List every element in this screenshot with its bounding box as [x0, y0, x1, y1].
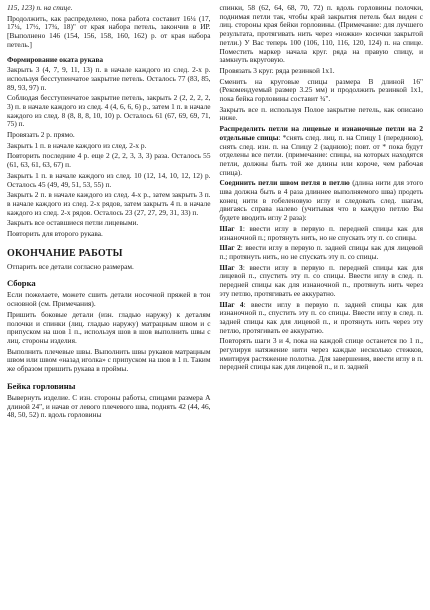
right-intro-paragraph: Сменить на круговые спицы размера В длиной 16" (Рекомендуемый размер 3.25 мм) и продолжить резинкой 1х1, пока бейка горловины составит ¾".: [219, 76, 423, 104]
right-intro-paragraph: Провязать 3 круг. ряда резинкой 1х1.: [219, 65, 335, 75]
step-text: : ввести иглу в первую п. задней спицы как для изнаночной п., спустить эту п. со спицы. Ввести иглу в след. п. задней спицы как для лицевой п., и протянуть нить через эту петлю, протягивать ее аккуратно.: [219, 299, 423, 335]
right-intro-paragraph: спинки, 58 (62, 64, 68, 70, 72) п. вдоль горловины полочки, поднимая петли так, чтобы край закрытия петель был виден с лиц. стороны края бейки горловины. (Примечание: для лучшего результата, протягивать нить через «ножки» косички закрытой петли.) У Вас теперь 100 (106, 110, 116, 120, 124) п. на спице. Поместить маркер начала круг. ряда на правую спицу, и замкнуть вкруговую.: [219, 3, 423, 65]
intro-text-run: Продолжить, как распределено, пока работа составит 16¼ (17, 17¼, 17½, 17¾, 18)" от края набора петель, закончив в ИР. [Выполнено 146 (154, 156, 158, 160, 162) р. от края набора петель.]: [7, 13, 211, 49]
sleeve-cap-paragraph: Закрыть 3 (4, 7, 9, 11, 13) п. в начале каждого из след. 2-х р. используя бесступенчатое закрытие петель. Осталось 77 (83, 85, 89, 93, 97) п.: [7, 65, 211, 92]
step-paragraph: [220, 244, 424, 261]
step-text: : ввести иглу в первую п. передней спицы как для лицевой п., спустить эту п. со спицы. Ввести иглу в след. п. передней спицы как для изнаночной п., протянуть нить через эту петлю, протягивать ее аккуратно.: [219, 262, 423, 298]
step-label: Шаг 1: [219, 223, 243, 233]
intro-paragraph: [7, 15, 211, 50]
step-text: : ввести иглу в первую п. задней спицы как для лицевой п.; протянуть нить, но не спускать эту п. со спицы.: [219, 243, 423, 261]
finishing-paragraph: Отпарить все детали согласно размерам.: [7, 261, 134, 271]
sleeve-cap-paragraph: Повторить последние 4 р. еще 2 (2, 2, 3, 3, 3) раза. Осталось 55 (61, 63, 61, 63, 67) п.: [7, 151, 211, 170]
section-heading-finishing: ОКОНЧАНИЕ РАБОТЫ: [7, 247, 123, 259]
distribute-heading: Распределить петли на лицевые и изнаночные петли на 2 отдельные спицы: [219, 124, 423, 142]
join-text: (длина нити для этого шва должна быть в 4 раза длиннее выполняемого шва) продеть конец нити в гобеленовую иглу и следовать след. шагам, двигаясь справа налево (учитывая что в каждую петлю Вы будете вводить иглу 2 раза):: [219, 178, 423, 223]
assembly-paragraph: Пришить боковые детали (изн. гладью наружу) к деталям полочки и спинки (лиц. гладью наружу) матрацным швом и с припуском на шов 1 п., используя шов в шов выполнить швы с лиц. стороны изделия.: [7, 309, 211, 345]
step-label: Шаг 4: [219, 299, 244, 309]
step-paragraph: [220, 264, 424, 299]
intro-text-run: 115, 123) п. на спице.: [7, 3, 73, 12]
step-text: : ввести иглу в первую п. передней спицы как для изнаночной п.; протянуть нить, но не спускать эту п. со спицы.: [219, 223, 423, 242]
assembly-paragraph: Если пожелаете, можете сшить детали носочной пряжей в тон основной (см. Примечания).: [7, 290, 211, 309]
left-column: [7, 4, 211, 610]
right-intro: [220, 4, 424, 123]
assembly-paragraph: Выполнить плечевые швы. Выполнить швы рукавов матрацным швом или швом «назад иголка» с припуском на шов в 1 п. Таким же образом пришить рукава в проймы.: [7, 346, 211, 374]
sleeve-cap-paragraph: Закрыть 1 п. в начале каждого из след. 10 (12, 14, 10, 12, 12) р. Осталось 45 (49, 49, 51, 53, 55) п.: [7, 170, 211, 189]
sleeve-cap-paragraph: Закрыть 1 п. в начале каждого из след. 2-х р.: [7, 140, 147, 150]
right-outro: [220, 337, 424, 372]
left-intro: [7, 4, 211, 50]
steps-list: [220, 225, 424, 335]
distribute-text: : *снять след. лиц. п. на Спицу 1 (переднюю), снять след. изн. п. на Спицу 2 (заднюю); повт. от * пока будут отделены все петли. (примечание: спицы, на которых находятся петли, должны быть той же длины или короче, чем рабочая спица).: [219, 132, 423, 177]
neckband-paragraph: Вывернуть изделие. С изн. стороны работы, спицами размера А длиной 24", и начав от левого плечевого шва, поднять 42 (44, 46, 48, 50, 52) п. вдоль горловины: [7, 392, 211, 420]
assembly-body: [7, 291, 211, 373]
join-heading: Соединить петли швом петля в петлю: [219, 178, 350, 188]
section-heading-sleeve-cap: Формирование оката рукава: [7, 54, 104, 64]
distribute-paragraph: [220, 125, 424, 177]
sleeve-cap-paragraph: Повторить для второго рукава.: [7, 229, 103, 239]
step-paragraph: [220, 225, 424, 242]
outro-paragraph: Повторять шаги 3 и 4, пока на каждой спице останется по 1 п., регулируя натяжение нити через каждые несколько стежков, имитируя растяжение полотна. Для завершения, ввести иглу в п. передней спицы как для лицевой п., и п. задней: [219, 336, 423, 372]
step-paragraph: [220, 301, 424, 336]
neckband-body: [7, 394, 211, 420]
join-paragraph: [220, 179, 424, 223]
step-label: Шаг 3: [219, 262, 243, 272]
right-intro-paragraph: Закрыть все п. используя Полое закрытие петель, как описано ниже.: [219, 104, 423, 123]
sleeve-cap-paragraph: Закрыть все оставшиеся петли лицевыми.: [7, 218, 139, 228]
section-heading-assembly: Сборка: [7, 278, 36, 289]
sleeve-cap-paragraph: Соблюдая бесступенчатое закрытие петель, закрыть 2 (2, 2, 2, 2, 3) п. в начале каждого из след. 4 (4, 6, 6, 6) р., затем 1 п. в начале каждого из след. 8 (8, 8, 8, 10, 10) р. Осталось 61 (67, 69, 69, 71, 75) п.: [7, 93, 211, 129]
sleeve-cap-paragraph: Закрыть 2 п. в начале каждого из след. 4-х р., затем закрыть 3 п. в начале каждого из след. 2-х рядов, затем закрыть 4 п. в начале каждого из след. 2-х рядов. Осталось 23 (27, 27, 29, 31, 33) п.: [7, 190, 211, 217]
right-column: [220, 4, 424, 610]
section-heading-neckband: Бейка горловины: [7, 380, 76, 391]
intro-paragraph: [7, 4, 211, 13]
sleeve-cap-body: [7, 66, 211, 239]
sleeve-cap-paragraph: Провязать 2 р. прямо.: [7, 130, 75, 140]
step-label: Шаг 2: [219, 243, 241, 253]
